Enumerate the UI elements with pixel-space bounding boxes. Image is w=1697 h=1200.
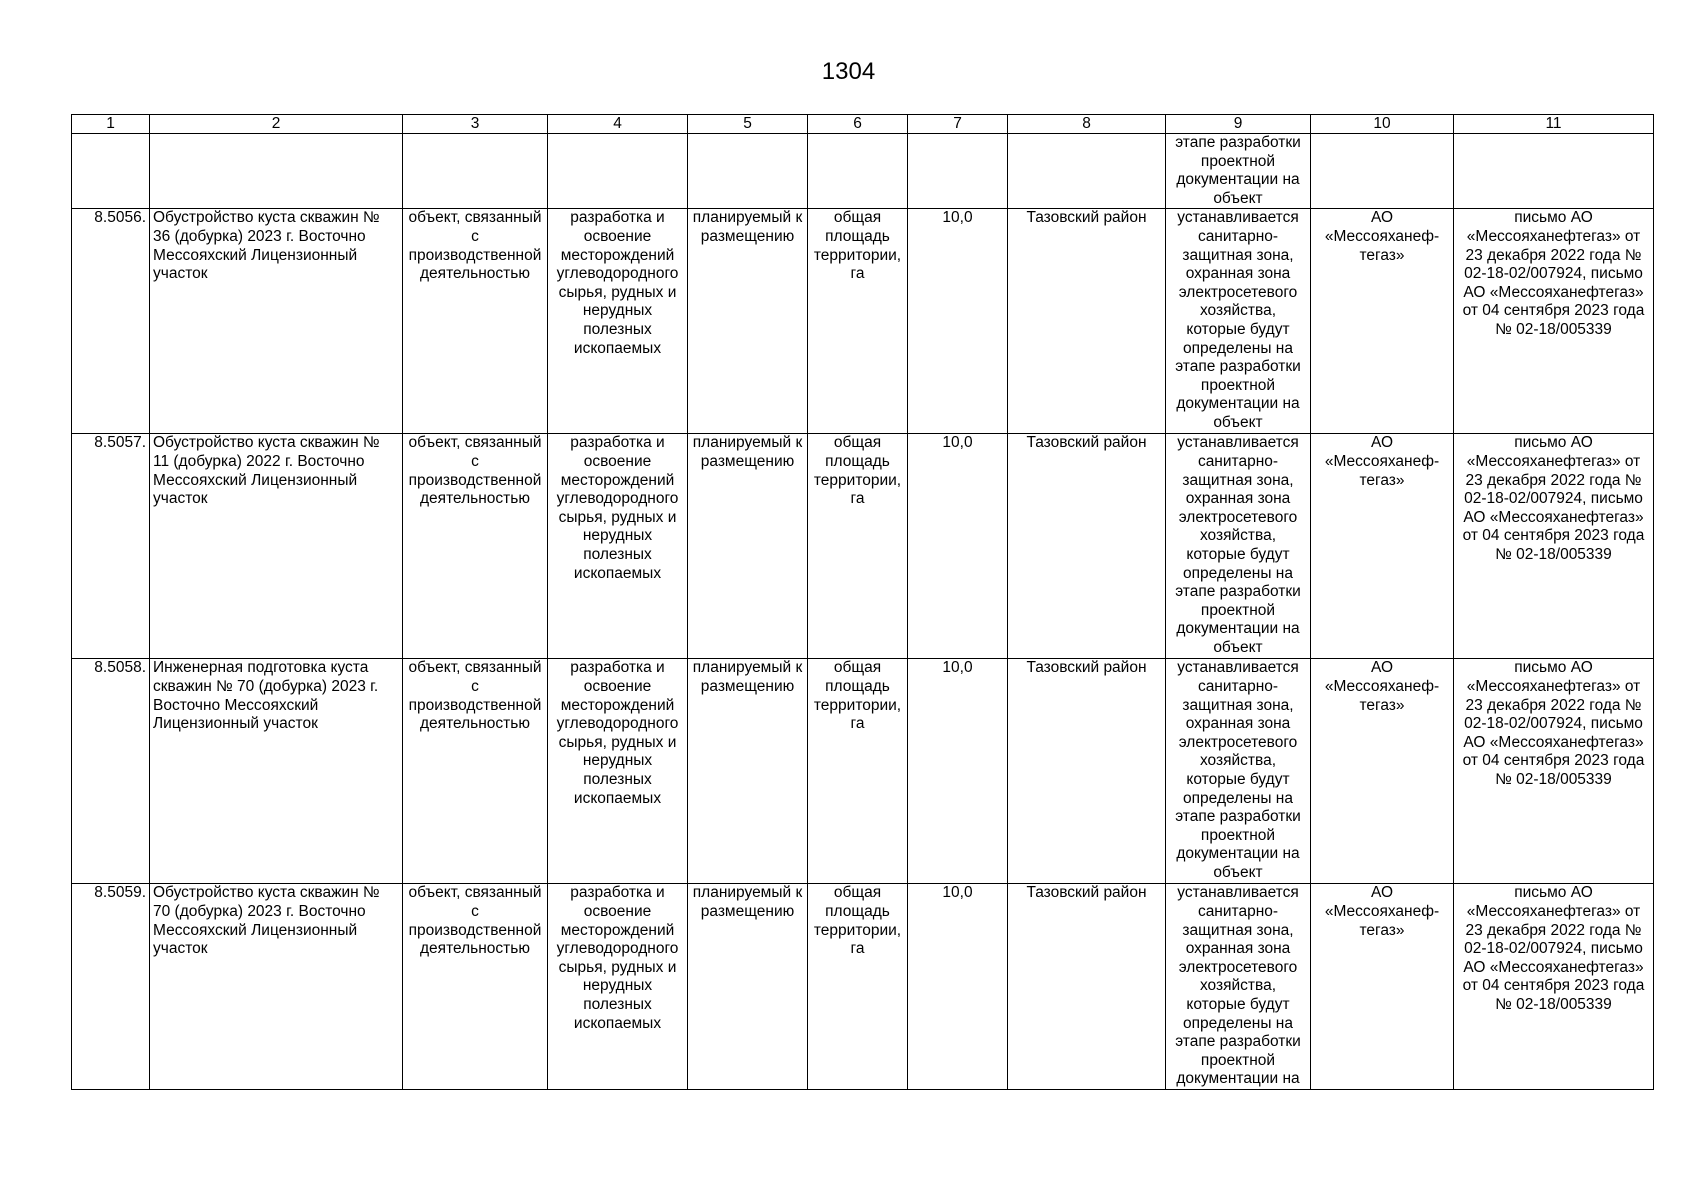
characteristic-cell: общая площадь территории, га <box>808 659 908 884</box>
object-type-cell: объект, связанный с производственной деятельностью <box>403 884 548 1090</box>
table-row <box>72 209 1654 434</box>
column-header: 8 <box>1008 115 1166 134</box>
column-header: 6 <box>808 115 908 134</box>
table-row <box>72 434 1654 659</box>
column-header: 1 <box>72 115 150 134</box>
zone-cell: устанавливается санитарно-защитная зона, охранная зона электросетевого хозяйства, которые будут определены на этапе разработки проектной документации на объект <box>1166 434 1311 659</box>
location-cell: Тазовский район <box>1008 884 1166 1090</box>
value-cell: 10,0 <box>908 659 1008 884</box>
table-row <box>72 659 1654 884</box>
row-number-cell: 8.5059. <box>72 884 150 1090</box>
status-cell: планируемый к размещению <box>688 434 808 659</box>
owner-cell: АО «Мессояханеф-тегаз» <box>1311 659 1454 884</box>
column-header: 2 <box>150 115 403 134</box>
row-number-cell: 8.5057. <box>72 434 150 659</box>
object-name-cell: Обустройство куста скважин № 70 (добурка) 2023 г. Восточно Мессояхский Лицензионный участок <box>150 884 403 1090</box>
zone-cell: этапе разработки проектной документации на объект <box>1166 134 1311 209</box>
object-name-cell: Инженерная подготовка куста скважин № 70 (добурка) 2023 г. Восточно Мессояхский Лицензионный участок <box>150 659 403 884</box>
object-name-cell: Обустройство куста скважин № 36 (добурка) 2023 г. Восточно Мессояхский Лицензионный участок <box>150 209 403 434</box>
table-cell <box>548 134 688 209</box>
row-number-cell: 8.5058. <box>72 659 150 884</box>
column-header: 3 <box>403 115 548 134</box>
page-number: 1304 <box>821 58 876 85</box>
location-cell: Тазовский район <box>1008 209 1166 434</box>
zone-cell: устанавливается санитарно-защитная зона, охранная зона электросетевого хозяйства, которые будут определены на этапе разработки проектной документации на объект <box>1166 659 1311 884</box>
table-cell <box>1454 134 1654 209</box>
table-cell <box>908 134 1008 209</box>
location-cell: Тазовский район <box>1008 659 1166 884</box>
table-cell <box>1311 134 1454 209</box>
basis-cell: письмо АО «Мессояханефтегаз» от 23 декабря 2022 года № 02-18-02/007924, письмо АО «Мессояханефтегаз» от 04 сентября 2023 года № 02-18/005339 <box>1454 659 1654 884</box>
basis-cell: письмо АО «Мессояханефтегаз» от 23 декабря 2022 года № 02-18-02/007924, письмо АО «Мессояханефтегаз» от 04 сентября 2023 года № 02-18/005339 <box>1454 434 1654 659</box>
value-cell: 10,0 <box>908 434 1008 659</box>
object-type-cell: объект, связанный с производственной деятельностью <box>403 659 548 884</box>
value-cell: 10,0 <box>908 884 1008 1090</box>
zone-cell: устанавливается санитарно-защитная зона, охранная зона электросетевого хозяйства, которые будут определены на этапе разработки проектной документации на <box>1166 884 1311 1090</box>
table-cell <box>808 134 908 209</box>
column-header: 9 <box>1166 115 1311 134</box>
owner-cell: АО «Мессояханеф-тегаз» <box>1311 434 1454 659</box>
column-header: 5 <box>688 115 808 134</box>
basis-cell: письмо АО «Мессояханефтегаз» от 23 декабря 2022 года № 02-18-02/007924, письмо АО «Мессояханефтегаз» от 04 сентября 2023 года № 02-18/005339 <box>1454 209 1654 434</box>
purpose-cell: разработка и освоение месторождений углеводородного сырья, рудных и нерудных полезных ископаемых <box>548 884 688 1090</box>
status-cell: планируемый к размещению <box>688 659 808 884</box>
characteristic-cell: общая площадь территории, га <box>808 209 908 434</box>
continuation-row <box>72 134 1654 209</box>
table-cell <box>150 134 403 209</box>
purpose-cell: разработка и освоение месторождений углеводородного сырья, рудных и нерудных полезных ископаемых <box>548 434 688 659</box>
value-cell: 10,0 <box>908 209 1008 434</box>
purpose-cell: разработка и освоение месторождений углеводородного сырья, рудных и нерудных полезных ископаемых <box>548 209 688 434</box>
column-header: 11 <box>1454 115 1654 134</box>
column-header: 4 <box>548 115 688 134</box>
objects-table <box>71 114 1654 1090</box>
purpose-cell: разработка и освоение месторождений углеводородного сырья, рудных и нерудных полезных ископаемых <box>548 659 688 884</box>
object-type-cell: объект, связанный с производственной деятельностью <box>403 434 548 659</box>
location-cell: Тазовский район <box>1008 434 1166 659</box>
table-cell <box>72 134 150 209</box>
owner-cell: АО «Мессояханеф-тегаз» <box>1311 884 1454 1090</box>
table-row <box>72 884 1654 1090</box>
status-cell: планируемый к размещению <box>688 209 808 434</box>
table-cell <box>688 134 808 209</box>
row-number-cell: 8.5056. <box>72 209 150 434</box>
column-header: 10 <box>1311 115 1454 134</box>
status-cell: планируемый к размещению <box>688 884 808 1090</box>
characteristic-cell: общая площадь территории, га <box>808 884 908 1090</box>
column-number-row <box>72 115 1654 134</box>
object-type-cell: объект, связанный с производственной деятельностью <box>403 209 548 434</box>
zone-cell: устанавливается санитарно-защитная зона, охранная зона электросетевого хозяйства, которые будут определены на этапе разработки проектной документации на объект <box>1166 209 1311 434</box>
table-cell <box>403 134 548 209</box>
column-header: 7 <box>908 115 1008 134</box>
object-name-cell: Обустройство куста скважин № 11 (добурка) 2022 г. Восточно Мессояхский Лицензионный участок <box>150 434 403 659</box>
owner-cell: АО «Мессояханеф-тегаз» <box>1311 209 1454 434</box>
table-cell <box>1008 134 1166 209</box>
basis-cell: письмо АО «Мессояханефтегаз» от 23 декабря 2022 года № 02-18-02/007924, письмо АО «Мессояханефтегаз» от 04 сентября 2023 года № 02-18/005339 <box>1454 884 1654 1090</box>
characteristic-cell: общая площадь территории, га <box>808 434 908 659</box>
